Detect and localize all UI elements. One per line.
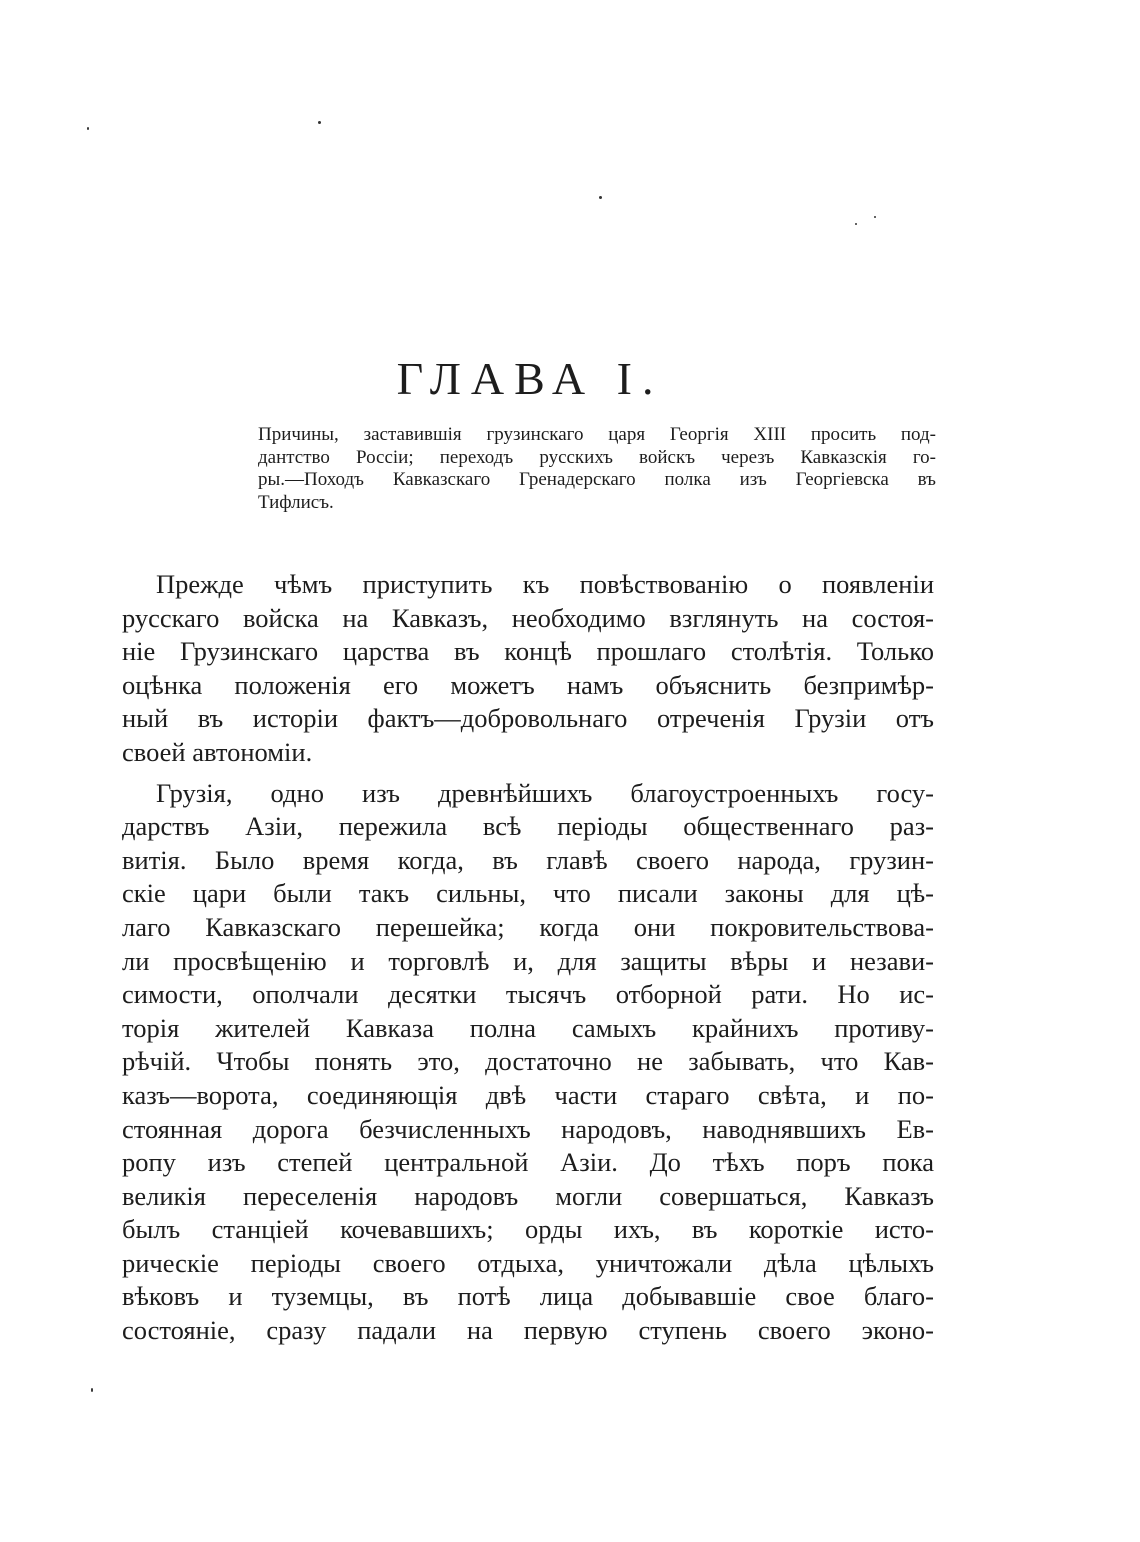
text-line: рическіе періоды своего отдыха, уничтожали дѣла цѣлыхъ [122, 1247, 934, 1278]
scan-speck [318, 121, 321, 124]
text-line: казъ—ворота, соединяющія двѣ части стараго свѣта, и по- [122, 1079, 934, 1110]
scan-speck [87, 127, 89, 130]
text-line: рѣчій. Чтобы понять это, достаточно не забывать, что Кав- [122, 1046, 934, 1077]
text-line: русскаго войска на Кавказъ, необходимо взглянуть на состоя- [122, 602, 934, 633]
scan-speck [874, 216, 876, 218]
summary-line: дантство Россіи; переходъ русскихъ войскъ черезъ Кавказскія го- [258, 446, 936, 468]
text-line: вѣковъ и туземцы, въ потѣ лица добывавшіе свое благо- [122, 1281, 934, 1312]
text-line: своей автономіи. [122, 736, 313, 767]
scan-speck [91, 1388, 93, 1392]
summary-line: Причины, заставившія грузинскаго царя Георгія XIII просить под- [258, 424, 936, 445]
text-line: симости, ополчали десятки тысячъ отборной рати. Но ис- [122, 979, 934, 1010]
text-line: ніе Грузинскаго царства въ концѣ прошлаго столѣтія. Только [122, 636, 934, 667]
text-line: ли просвѣщенію и торговлѣ и, для защиты вѣры и незави- [122, 945, 934, 976]
summary-line: ры.—Походъ Кавказскаго Гренадерскаго полка изъ Георгіевска въ [258, 469, 936, 490]
text-line: торія жителей Кавказа полна самыхъ крайнихъ противу- [122, 1012, 934, 1043]
text-line: скіе цари были такъ сильны, что писали законы для цѣ- [122, 878, 934, 909]
text-line: ный въ исторіи фактъ—добровольнаго отреченія Грузіи отъ [122, 703, 934, 734]
text-line: лаго Кавказскаго перешейка; когда они покровительствова- [122, 911, 934, 942]
text-line: ропу изъ степей центральной Азіи. До тѣхъ поръ пока [122, 1147, 934, 1178]
text-line: состояніе, сразу падали на первую ступень своего эконо- [122, 1315, 934, 1346]
scan-speck [855, 223, 857, 225]
text-line: оцѣнка положенія его можетъ намъ объяснить безпримѣр- [122, 669, 934, 700]
paragraph [122, 777, 934, 1348]
chapter-title: ГЛАВА I. [396, 353, 664, 404]
text-line: Грузія, одно изъ древнѣйшихъ благоустроенныхъ госу- [156, 777, 934, 808]
text-line: былъ станціей кочевавшихъ; орды ихъ, въ короткіе исто- [122, 1214, 934, 1245]
text-line: великія переселенія народовъ могли совершаться, Кавказъ [122, 1180, 934, 1211]
chapter-summary [258, 424, 936, 514]
paragraph [122, 568, 934, 770]
body-text [122, 568, 934, 1355]
text-line: витія. Было время когда, въ главѣ своего народа, грузин- [122, 844, 934, 875]
scan-speck [599, 196, 602, 199]
text-line: Прежде чѣмъ приступить къ повѣствованію о появленіи [156, 569, 934, 599]
summary-line: Тифлисъ. [258, 491, 334, 513]
text-line: стоянная дорога безчисленныхъ народовъ, наводнявшихъ Ев- [122, 1113, 934, 1144]
text-line: дарствъ Азіи, пережила всѣ періоды общественнаго раз- [122, 811, 934, 842]
